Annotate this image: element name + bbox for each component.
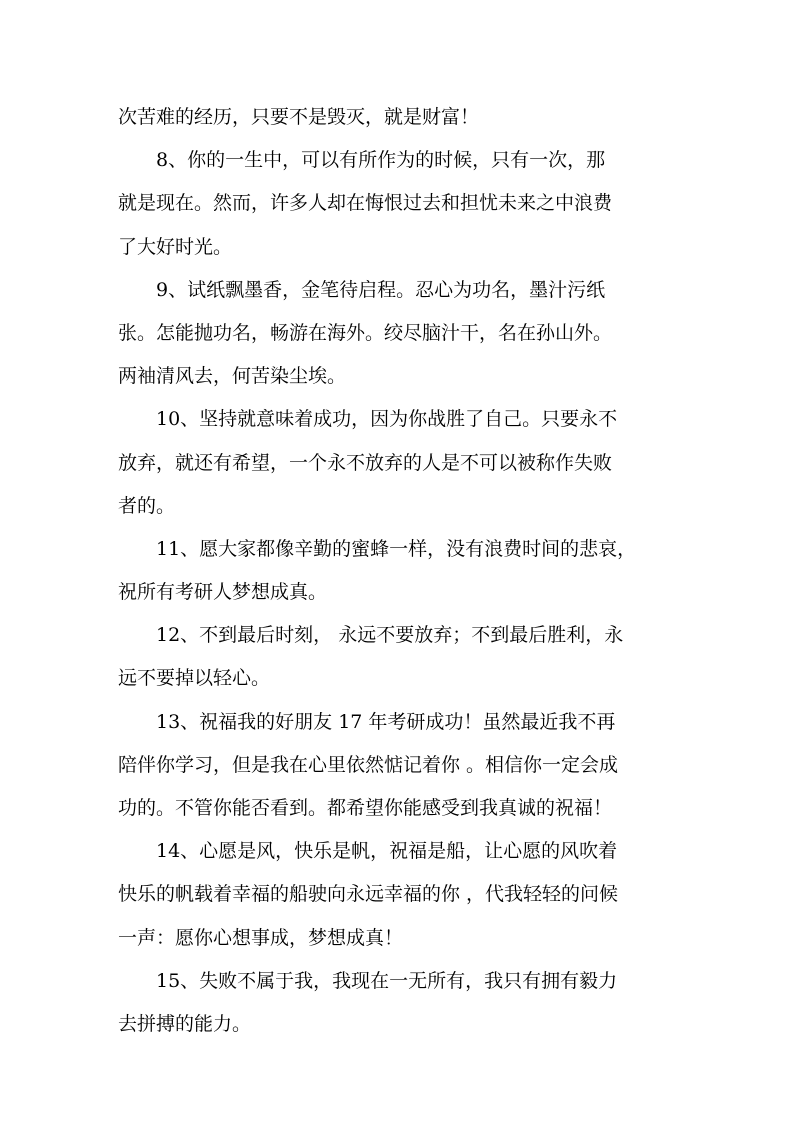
paragraph-line: 两袖清风去，何苦染尘埃。 <box>118 365 347 388</box>
paragraph-line: 快乐的帆载着幸福的船驶向永远幸福的你 ，代我轻轻的问候 <box>118 883 619 906</box>
paragraph-line: 次苦难的经历，只要不是毁灭，就是财富！ <box>118 106 480 128</box>
paragraph-first-line: 9、试纸飘墨香，金笔待启程。忍心为功名，墨汁污纸 <box>156 278 606 301</box>
paragraph-line: 一声：愿你心想事成，梦想成真！ <box>118 926 404 949</box>
paragraph-line: 就是现在。然而，许多人却在悔恨过去和担忧未来之中浪费 <box>118 192 613 215</box>
paragraph-line: 祝所有考研人梦想成真。 <box>118 581 328 604</box>
paragraph-line: 功的。不管你能否看到。都希望你能感受到我真诚的祝福！ <box>118 797 613 819</box>
paragraph-line: 张。怎能抛功名，畅游在海外。绞尽脑汁干，名在孙山外。 <box>118 321 613 344</box>
paragraph-line: 去拼搏的能力。 <box>118 1012 252 1035</box>
paragraph-first-line: 11、愿大家都像辛勤的蜜蜂一样，没有浪费时间的悲哀， <box>156 537 637 560</box>
paragraph-first-line: 12、不到最后时刻， 永远不要放弃；不到最后胜利，永 <box>156 624 624 647</box>
paragraph-line: 放弃，就还有希望，一个永不放弃的人是不可以被称作失败 <box>118 451 613 474</box>
paragraph-line: 了大好时光。 <box>118 235 233 258</box>
paragraph-first-line: 10、坚持就意味着成功，因为你战胜了自己。只要永不 <box>156 408 618 431</box>
paragraph-first-line: 8、你的一生中，可以有所作为的时候，只有一次，那 <box>156 149 606 172</box>
paragraph-first-line: 14、心愿是风，快乐是帆，祝福是船，让心愿的风吹着 <box>156 840 618 863</box>
document-body <box>118 98 678 1048</box>
paragraph-first-line: 13、祝福我的好朋友 17 年考研成功！虽然最近我不再 <box>156 710 616 733</box>
paragraph-line: 陪伴你学习，但是我在心里依然惦记着你 。相信你一定会成 <box>118 753 619 776</box>
paragraph-line: 者的。 <box>118 494 176 517</box>
paragraph-line: 远不要掉以轻心。 <box>118 667 271 690</box>
paragraph-first-line: 15、失败不属于我，我现在一无所有，我只有拥有毅力 <box>156 969 618 992</box>
